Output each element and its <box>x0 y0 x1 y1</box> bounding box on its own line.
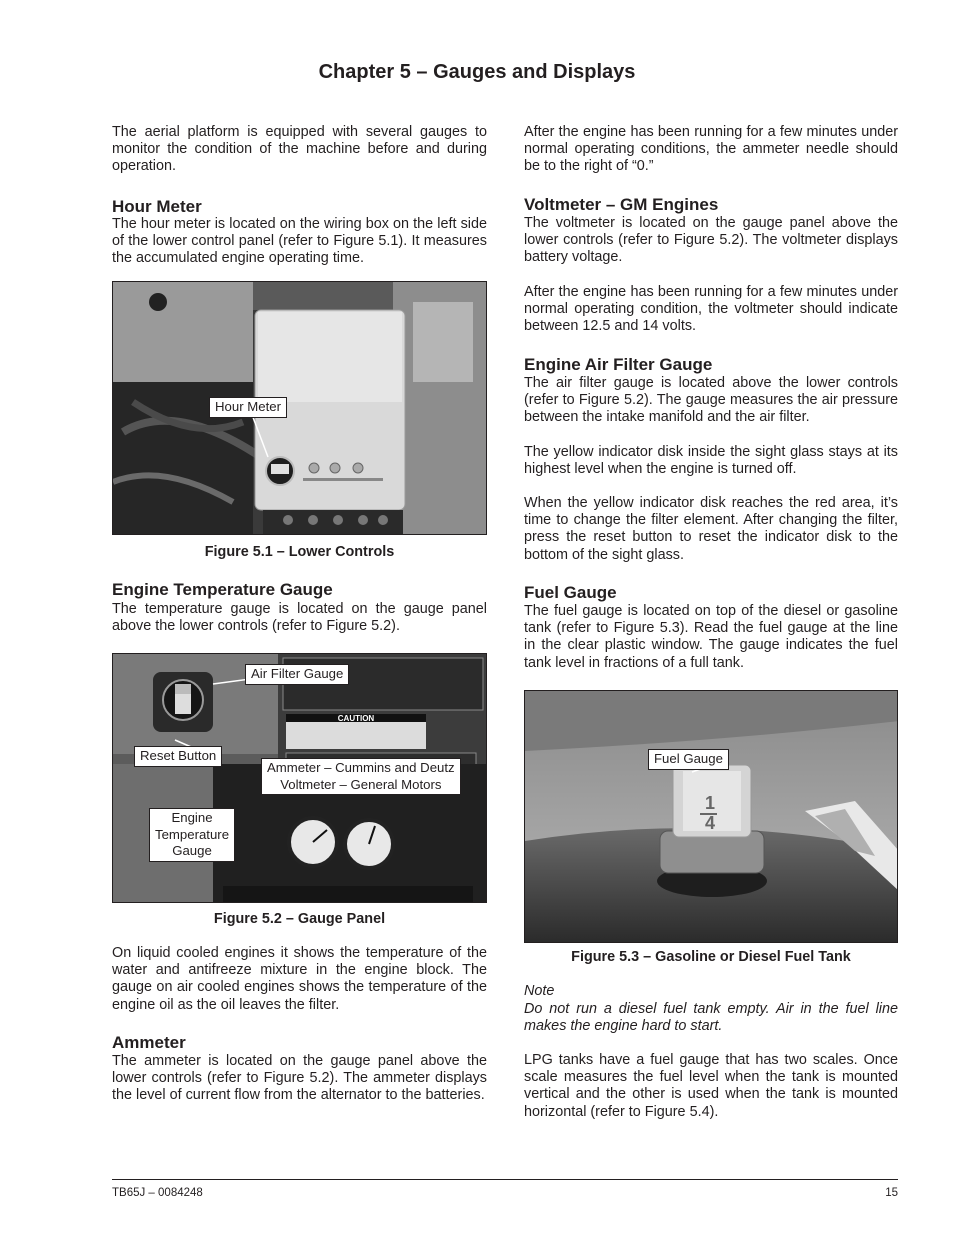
hour-meter-paragraph: The hour meter is located on the wiring box on the left side of the lower control panel (refer to Figure 5.1). It measures the accumulated engine operating time. <box>112 216 487 267</box>
fuel-gauge-paragraph: The fuel gauge is located on top of the diesel or gasoline tank (refer to Figure 5.3). Read the fuel gauge at the line in the clear plastic window. The gauge indicates the fuel tank level in fractions of a full tank. <box>524 603 898 671</box>
fuel-gauge-callout: Fuel Gauge <box>648 749 729 770</box>
engine-temp-paragraph: The temperature gauge is located on the gauge panel above the lower controls (refer to Figure 5.2). <box>112 601 487 635</box>
hour-meter-heading: Hour Meter <box>112 197 202 216</box>
air-filter-paragraph-1: The air filter gauge is located above the lower controls (refer to Figure 5.2). The gauge measures the air pressure between the intake manifold and the air filter. <box>524 375 898 426</box>
liquid-cooled-paragraph: On liquid cooled engines it shows the temperature of the water and antifreeze mixture in the engine block. The gauge on air cooled engines shows the temperature of the engine oil as the oil leaves the filter. <box>112 945 487 1013</box>
figure-5-2-caption: Figure 5.2 – Gauge Panel <box>213 911 386 927</box>
figure-5-1-caption: Figure 5.1 – Lower Controls <box>204 544 395 560</box>
ammeter-paragraph: The ammeter is located on the gauge panel above the lower controls (refer to Figure 5.2). The ammeter displays the level of current flow from the alternator to the batteries. <box>112 1053 487 1104</box>
engine-temp-callout-line-2: Temperature <box>155 826 230 842</box>
air-filter-gauge-callout: Air Filter Gauge <box>245 664 349 685</box>
page-title: Chapter 5 – Gauges and Displays <box>318 61 636 83</box>
figure-gauge-panel <box>112 653 487 903</box>
voltmeter-heading: Voltmeter – GM Engines <box>524 195 719 214</box>
hour-meter-callout: Hour Meter <box>209 397 287 418</box>
note-text: Do not run a diesel fuel tank empty. Air in the fuel line makes the engine hard to start. <box>524 1001 898 1035</box>
engine-temp-callout-line-3: Gauge <box>172 843 212 858</box>
figure-fuel-tank <box>524 690 898 943</box>
air-filter-heading: Engine Air Filter Gauge <box>524 355 713 374</box>
reset-button-callout: Reset Button <box>134 746 222 767</box>
note-label: Note <box>524 983 555 999</box>
lpg-paragraph: LPG tanks have a fuel gauge that has two scales. Once scale measures the fuel level when the tank is mounted vertical and the other is used when the tank is mounted horizontal (refer to Figure 5.4). <box>524 1052 898 1120</box>
figure-5-3-caption: Figure 5.3 – Gasoline or Diesel Fuel Tank <box>571 949 851 965</box>
engine-temp-callout-line-1: Engine <box>171 810 213 825</box>
engine-temperature-gauge-callout <box>149 808 235 862</box>
footer-page-number: 15 <box>885 1187 898 1199</box>
fuel-tank-photo <box>525 691 898 943</box>
ammeter-running-paragraph: After the engine has been running for a few minutes under normal operating conditions, the ammeter needle should be to the right of “0.” <box>524 124 898 175</box>
intro-paragraph: The aerial platform is equipped with several gauges to monitor the condition of the machine before and during operation. <box>112 124 487 175</box>
fuel-gauge-fraction-bottom: 4 <box>705 813 716 833</box>
ammeter-heading: Ammeter <box>112 1033 186 1052</box>
voltmeter-callout-line: Voltmeter – General Motors <box>280 776 442 792</box>
voltmeter-paragraph-1: The voltmeter is located on the gauge panel above the lower controls (refer to Figure 5.2). The voltmeter displays battery voltage. <box>524 215 898 266</box>
voltmeter-paragraph-2: After the engine has been running for a few minutes under normal operating condition, the voltmeter should indicate between 12.5 and 14 volts. <box>524 284 898 335</box>
caution-placard-label: CAUTION <box>337 714 375 723</box>
air-filter-paragraph-2: The yellow indicator disk inside the sight glass stays at its highest level when the engine is turned off. <box>524 444 898 478</box>
fuel-gauge-fraction-top: 1 <box>705 793 716 813</box>
lower-controls-photo <box>113 282 487 535</box>
footer-doc-id: TB65J – 0084248 <box>112 1187 203 1199</box>
air-filter-paragraph-3: When the yellow indicator disk reaches the red area, it’s time to change the filter element. After changing the filter, press the reset button to reset the indicator disk to the bottom of the sight glass. <box>524 495 898 563</box>
engine-temp-heading: Engine Temperature Gauge <box>112 580 333 599</box>
ammeter-voltmeter-callout <box>261 758 461 795</box>
fuel-gauge-heading: Fuel Gauge <box>524 583 617 602</box>
ammeter-callout-line: Ammeter – Cummins and Deutz <box>267 760 455 775</box>
figure-lower-controls <box>112 281 487 535</box>
footer-divider <box>112 1179 898 1180</box>
